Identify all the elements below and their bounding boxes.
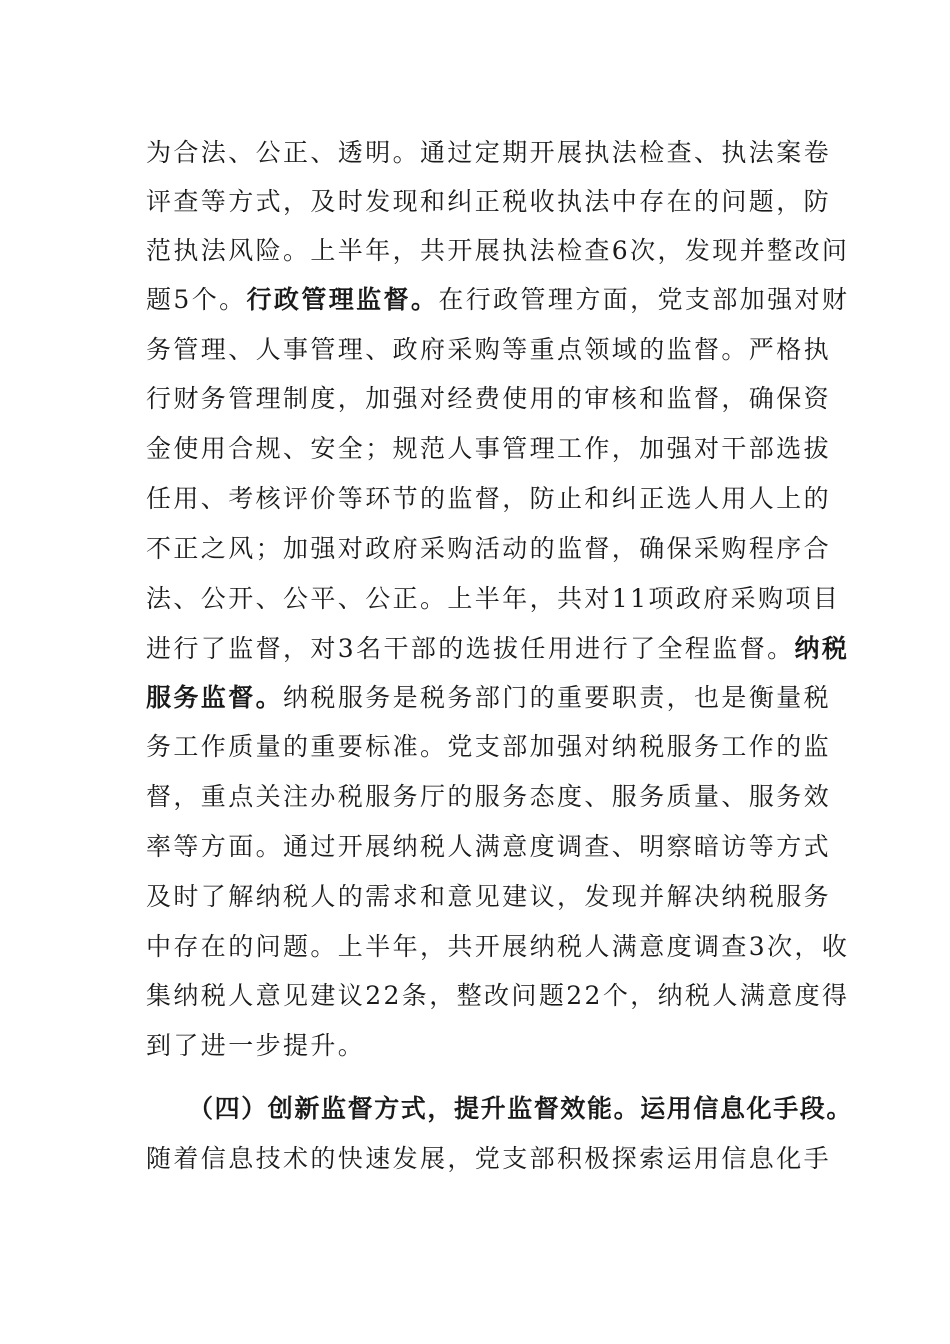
section-heading (188, 1084, 888, 1134)
text-run: 不正之风；加强对政府采购活动的监督，确保采购程序合 (146, 534, 832, 563)
text-run: 行财务管理制度，加强对经费使用的审核和监督，确保资 (146, 384, 832, 413)
text-line (146, 722, 846, 772)
text-run: 随着信息技术的快速发展，党支部积极探索运用信息化手 (146, 1144, 832, 1173)
text-line (146, 177, 846, 227)
text-run: 中存在的问题。上半年，共开展纳税人满意度调查3次，收 (146, 932, 850, 961)
text-run: 评查等方式，及时发现和纠正税收执法中存在的问题，防 (146, 187, 832, 216)
text-run: 及时了解纳税人的需求和意见建议，发现并解决纳税服务 (146, 882, 832, 911)
section-heading-inline: 服务监督。 (146, 683, 284, 712)
section-heading-inline: 行政管理监督。 (246, 285, 439, 314)
text-line (146, 374, 846, 424)
text-line (146, 922, 850, 972)
text-line (146, 624, 850, 674)
text-line (146, 226, 850, 276)
text-line (146, 772, 846, 822)
text-run: 金使用合规、安全；规范人事管理工作，加强对干部选拔 (146, 434, 832, 463)
text-line (146, 1134, 846, 1184)
text-run: 务工作质量的重要标准。党支部加强对纳税服务工作的监 (146, 732, 832, 761)
section-heading-inline: 纳税 (794, 634, 850, 663)
text-line (146, 524, 846, 574)
text-run: 范执法风险。上半年，共开展执法检查6次，发现并整改问 (146, 236, 850, 265)
text-run: 到了进一步提升。 (146, 1031, 366, 1060)
text-line (146, 971, 850, 1021)
text-line (146, 275, 850, 325)
text-line (146, 872, 846, 922)
text-line (146, 673, 846, 723)
text-run: 进行了监督，对3名干部的选拔任用进行了全程监督。 (146, 634, 795, 663)
text-line (146, 325, 846, 375)
text-run: 率等方面。通过开展纳税人满意度调查、明察暗访等方式 (146, 832, 832, 861)
text-run: 法、公开、公平、公正。上半年，共对11项政府采购项目 (146, 584, 841, 613)
text-run: 在行政管理方面，党支部加强对财 (438, 285, 850, 314)
text-line (146, 574, 846, 624)
text-run: 集纳税人意见建议22条，整改问题22个，纳税人满意度得 (146, 981, 850, 1010)
text-line (146, 1021, 846, 1071)
text-run: 纳税服务是税务部门的重要职责，也是衡量税 (283, 683, 832, 712)
section-heading-text: （四）创新监督方式，提升监督效能。运用信息化手段。 (188, 1094, 854, 1123)
text-run: 任用、考核评价等环节的监督，防止和纠正选人用人上的 (146, 484, 832, 513)
text-line (146, 128, 846, 178)
text-line (146, 424, 846, 474)
text-run: 督，重点关注办税服务厅的服务态度、服务质量、服务效 (146, 782, 832, 811)
text-run: 题5个。 (146, 285, 247, 314)
text-run: 务管理、人事管理、政府采购等重点领域的监督。严格执 (146, 335, 832, 364)
text-line (146, 822, 846, 872)
text-line (146, 474, 846, 524)
text-run: 为合法、公正、透明。通过定期开展执法检查、执法案卷 (146, 138, 832, 167)
